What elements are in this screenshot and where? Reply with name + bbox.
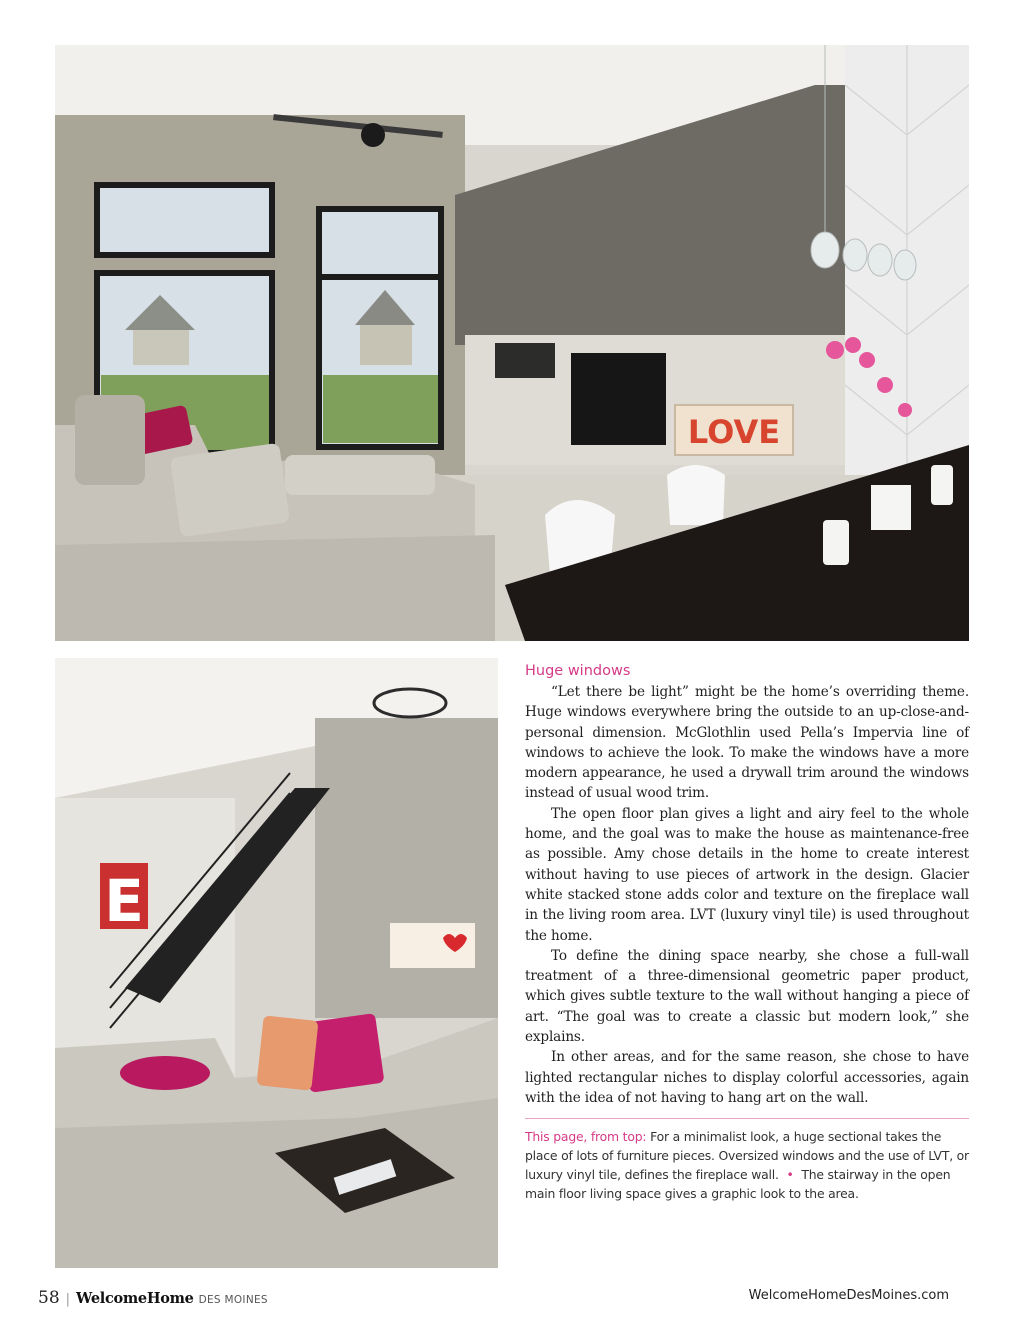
section-heading: Huge windows (525, 663, 631, 679)
article-paragraph: To define the dining space nearby, she chose a full-wall treatment of a three-dimensional geometric paper product, which gives subtle texture to the wall without hanging a piece of art. “The goal was to create a classic but modern look,” she explains. (525, 947, 969, 1046)
article-paragraph: “Let there be light” might be the home’s overriding theme. Huge windows everywhere bring the outside to an up-close-and-personal dimension. McGlothlin used Pella’s Impervia line of windows to achieve the look. To make the windows have a more modern appearance, he used a drywall trim around the windows instead of usual wood trim. (525, 684, 969, 802)
letter-e-text: E (104, 867, 144, 935)
stairway-illustration (55, 658, 498, 1268)
stairway-photo (55, 658, 498, 1268)
article-body (525, 662, 969, 1108)
article-paragraph: In other areas, and for the same reason, she chose to have lighted rectangular niches to display colorful accessories, again with the idea of not having to hang art on the wall. (525, 1049, 969, 1106)
love-sign-text: LOVE (687, 413, 781, 451)
caption-bullet: • (786, 1167, 794, 1182)
page-number: 58 (38, 1288, 60, 1308)
article-paragraph: The open floor plan gives a light and airy feel to the whole home, and the goal was to make the house as maintenance-free as possible. Amy chose details in the home to create interest without having to use pieces of artwork in the design. Glacier white stacked stone adds color and texture on the fireplace wall in the living room area. LVT (luxury vinyl tile) is used throughout the home. (525, 805, 969, 944)
caption-text-part1: For a minimalist look, a huge sectional takes the place of lots of furniture pieces. Oversized windows and the use of LVT, or luxury vinyl tile, defines the fireplace wall. (525, 1129, 969, 1182)
photo-caption (525, 1127, 971, 1203)
living-room-illustration (55, 45, 969, 641)
living-room-photo (55, 45, 969, 641)
caption-text-part2: The stairway in the open main floor living space gives a graphic look to the area. (525, 1167, 951, 1201)
magazine-title: WelcomeHome (76, 1290, 194, 1307)
caption-lead: This page, from top: (525, 1129, 647, 1144)
caption-divider (525, 1118, 969, 1119)
footer-separator: | (65, 1292, 71, 1307)
footer-website: WelcomeHomeDesMoines.com (748, 1288, 949, 1303)
footer-folio (38, 1288, 268, 1310)
magazine-city: DES MOINES (198, 1294, 268, 1306)
